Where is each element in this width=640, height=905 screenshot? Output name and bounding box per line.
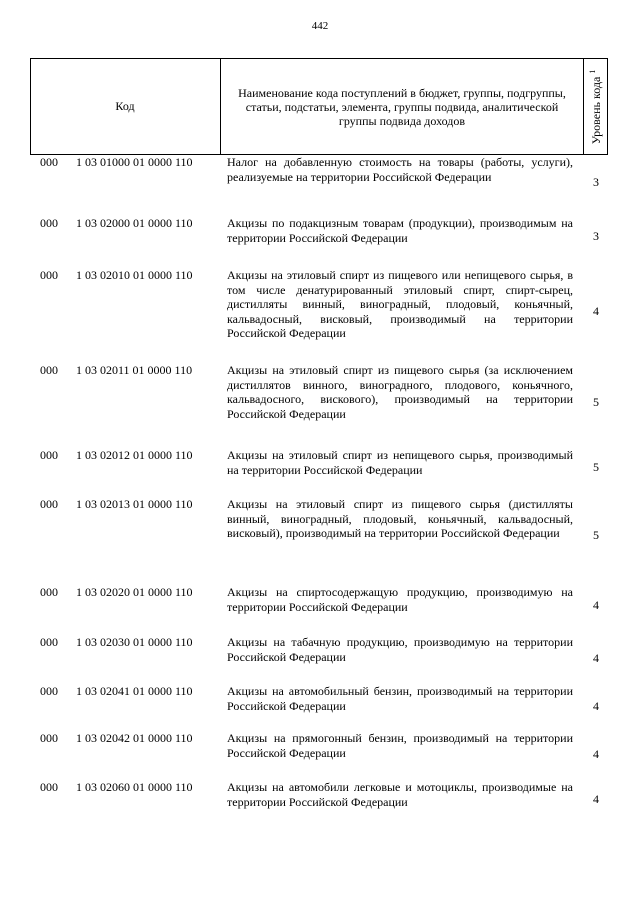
- page-number: 442: [311, 20, 329, 32]
- header-level-text: [588, 69, 604, 144]
- code-level: 4: [593, 304, 599, 318]
- table-row: [30, 155, 608, 216]
- table-row: [30, 216, 608, 268]
- admin-code: 000: [40, 780, 58, 794]
- table-row: [30, 684, 608, 731]
- code-level: 4: [593, 792, 599, 806]
- admin-code: 000: [40, 585, 58, 599]
- income-code: 1 03 02011 01 0000 110: [76, 363, 193, 377]
- income-name: Акцизы на этиловый спирт из пищевого сырья (дистилляты винный, виноградный, плодовый, коньячный, кальвадосный, висковый), производимый на территории Российской Федерации: [227, 497, 573, 540]
- code-level: 3: [593, 229, 599, 243]
- income-name: Акцизы по подакцизным товарам (продукции), производимым на территории Российской Федерации: [227, 216, 573, 245]
- income-code: 1 03 02060 01 0000 110: [76, 780, 193, 794]
- income-code: 1 03 02030 01 0000 110: [76, 635, 193, 649]
- income-code: 1 03 02020 01 0000 110: [76, 585, 193, 599]
- header-code: Код: [115, 99, 135, 113]
- income-code: 1 03 01000 01 0000 110: [76, 155, 193, 169]
- admin-code: 000: [40, 216, 58, 230]
- income-code: 1 03 02041 01 0000 110: [76, 684, 193, 698]
- income-name: Акцизы на этиловый спирт из пищевого или непищевого сырья, в том числе денатурированный этиловый спирт, спирт-сырец, дистилляты винный, виноградный, плодовый, коньячный, кальвадосный, висковый, производимый на территории Российской Федерации: [227, 268, 573, 340]
- header-name: Наименование кода поступлений в бюджет, группы, подгруппы, статьи, подстатьи, элемента, группы подвида, аналитической группы подвида доходов: [238, 85, 566, 128]
- table-row: [30, 731, 608, 780]
- admin-code: 000: [40, 363, 58, 377]
- income-code: 1 03 02013 01 0000 110: [76, 497, 193, 511]
- table-row: [30, 363, 608, 448]
- admin-code: 000: [40, 635, 58, 649]
- table-row: [30, 268, 608, 363]
- code-level: 4: [593, 699, 599, 713]
- income-name: Акцизы на этиловый спирт из непищевого сырья, производимый на территории Российской Федерации: [227, 448, 573, 477]
- income-name: Налог на добавленную стоимость на товары (работы, услуги), реализуемые на территории Российской Федерации: [227, 155, 573, 184]
- income-code: 1 03 02010 01 0000 110: [76, 268, 193, 282]
- table-body: [30, 155, 608, 820]
- income-code: 1 03 02000 01 0000 110: [76, 216, 193, 230]
- income-name: Акцизы на табачную продукцию, производимую на территории Российской Федерации: [227, 635, 573, 664]
- admin-code: 000: [40, 448, 58, 462]
- header-level: [584, 59, 608, 154]
- code-level: 4: [593, 598, 599, 612]
- header-level-label: Уровень кода: [589, 76, 603, 144]
- code-level: 4: [593, 747, 599, 761]
- table-row: [30, 497, 608, 585]
- code-level: 5: [593, 528, 599, 542]
- code-level: 4: [593, 651, 599, 665]
- table-row: [30, 780, 608, 820]
- code-level: 5: [593, 395, 599, 409]
- income-name: Акцизы на автомобили легковые и мотоциклы, производимые на территории Российской Федерации: [227, 780, 573, 809]
- code-level: 3: [593, 175, 599, 189]
- admin-code: 000: [40, 684, 58, 698]
- income-code: 1 03 02012 01 0000 110: [76, 448, 193, 462]
- table-row: [30, 585, 608, 635]
- header-level-footnote: 1: [588, 69, 597, 74]
- table-row: [30, 448, 608, 497]
- table-header: [30, 58, 608, 155]
- code-level: 5: [593, 460, 599, 474]
- admin-code: 000: [40, 497, 58, 511]
- income-name: Акцизы на прямогонный бензин, производимый на территории Российской Федерации: [227, 731, 573, 760]
- income-code: 1 03 02042 01 0000 110: [76, 731, 193, 745]
- admin-code: 000: [40, 155, 58, 169]
- table-row: [30, 635, 608, 684]
- admin-code: 000: [40, 268, 58, 282]
- income-name: Акцизы на автомобильный бензин, производимый на территории Российской Федерации: [227, 684, 573, 713]
- income-name: Акцизы на этиловый спирт из пищевого сырья (за исключением дистиллятов винного, виноградного, плодового, коньячного, кальвадосного, вискового), производимый на территории Российской Федерации: [227, 363, 573, 421]
- income-name: Акцизы на спиртосодержащую продукцию, производимую на территории Российской Федерации: [227, 585, 573, 614]
- admin-code: 000: [40, 731, 58, 745]
